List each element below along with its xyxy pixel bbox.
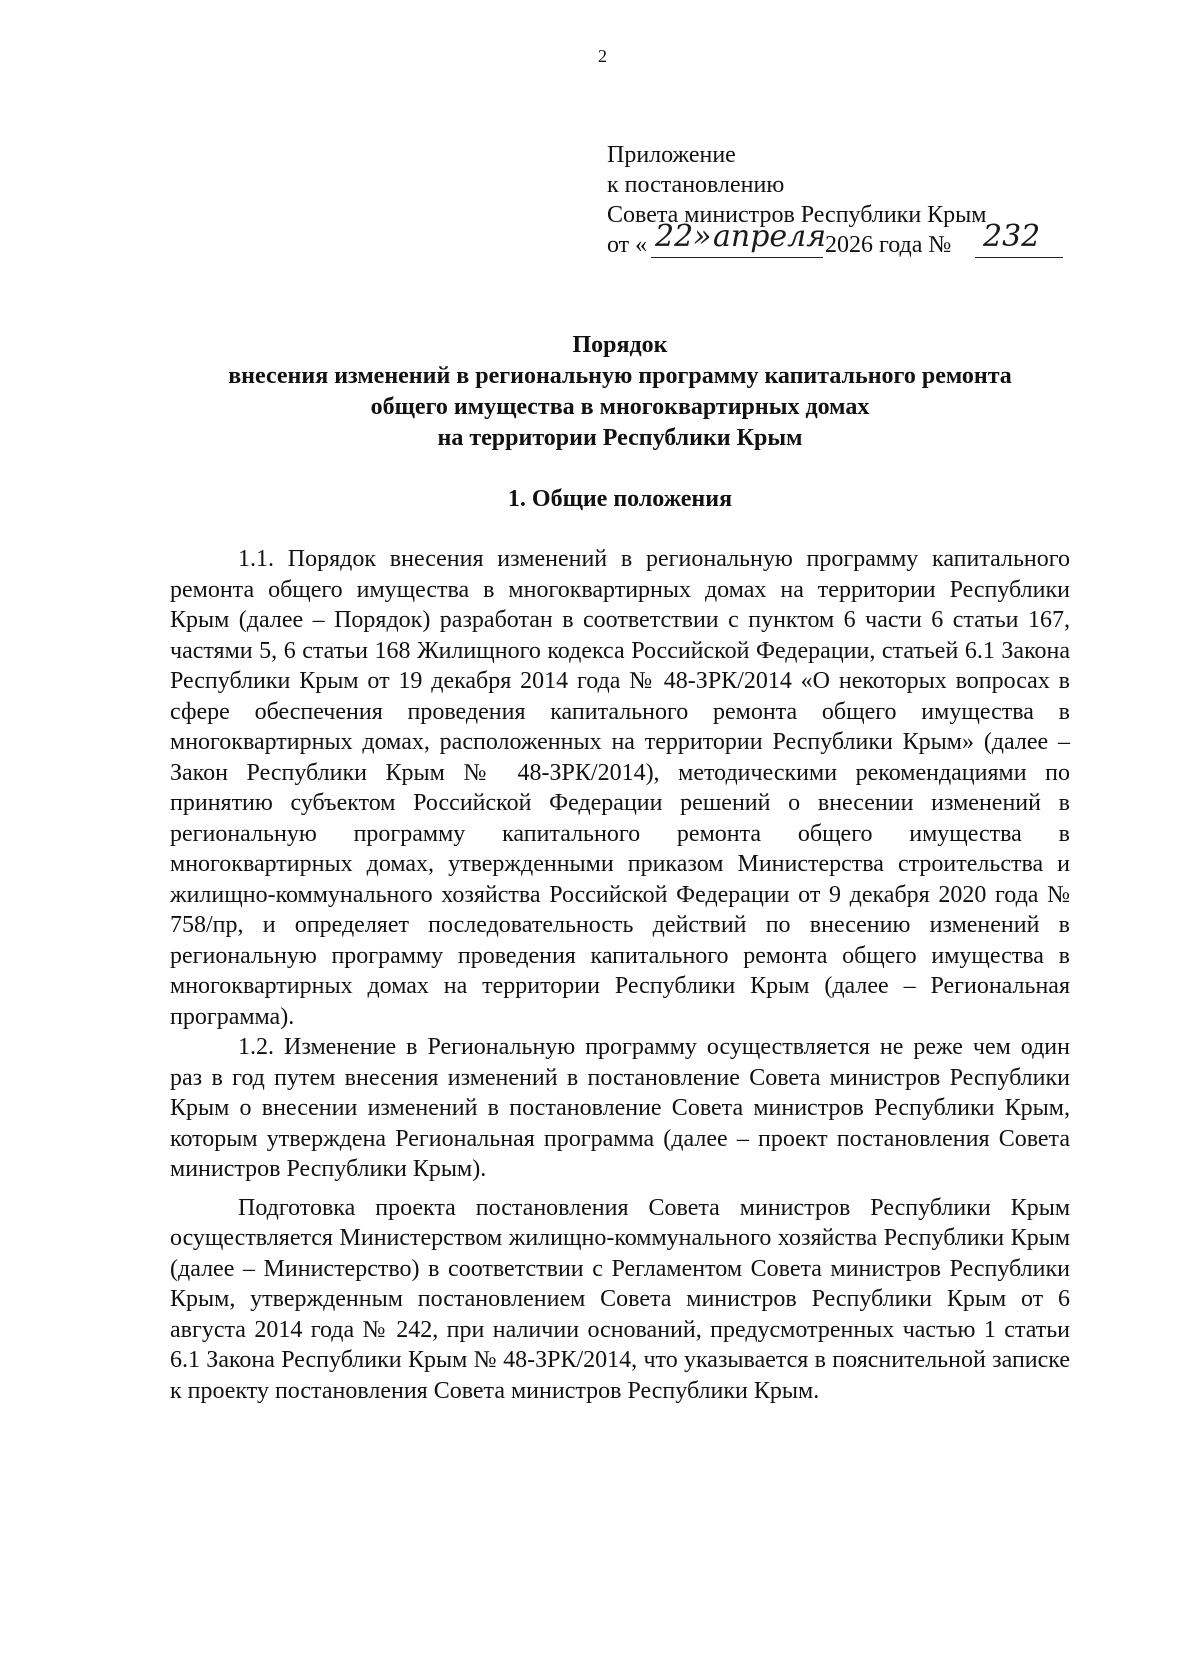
paragraph-preparation: Подготовка проекта постановления Совета министров Республики Крым осуществляется Министерством жилищно-коммунального хозяйства Республики Крым (далее – Министерство) в соответствии с Регламентом Совета министров Республики Крым, утвержденным постановлением Совета министров Республики Крым от 6 августа 2014 года № 242, при наличии оснований, предусмотренных частью 1 статьи 6.1 Закона Республики Крым № 48-ЗРК/2014, что указывается в пояснительной записке к проекту постановления Совета министров Республики Крым. bbox=[170, 1194, 1070, 1404]
appendix-title: Приложение bbox=[607, 142, 736, 168]
paragraph-1-2: 1.2. Изменение в Региональную программу осуществляется не реже чем один раз в год путем внесения изменений в постановление Совета министров Республики Крым о внесении изменений в постановление Совета министров Республики Крым, которым утверждена Региональная программа (далее – проект постановления Совета министров Республики Крым). bbox=[170, 1034, 1070, 1182]
appendix-block bbox=[607, 140, 1077, 262]
handwritten-number: 232 bbox=[983, 219, 1041, 254]
title-line-3: общего имущества в многоквартирных домах bbox=[370, 394, 870, 420]
date-underline bbox=[651, 257, 823, 258]
title-line-2: внесения изменений в региональную программу капитального ремонта bbox=[228, 363, 1012, 389]
appendix-line-council: Совета министров Республики Крым bbox=[607, 202, 987, 228]
number-underline bbox=[975, 257, 1063, 258]
title-line-4: на территории Республики Крым bbox=[437, 425, 803, 451]
paragraph-1-1: 1.1. Порядок внесения изменений в региональную программу капитального ремонта общего имущества в многоквартирных домах на территории Республики Крым (далее – Порядок) разработан в соответствии с пунктом 6 части 6 статьи 167, частями 5, 6 статьи 168 Жилищного кодекса Российской Федерации, статьей 6.1 Закона Республики Крым от 19 декабря 2014 года № 48-ЗРК/2014 «О некоторых вопросах в сфере обеспечения проведения капитального ремонта общего имущества в многоквартирных домах, расположенных на территории Республики Крым» (далее – Закон Республики Крым № 48-ЗРК/2014), методическими рекомендациями по принятию субъектом Российской Федерации решений о внесении изменений в региональную программу капитального ремонта общего имущества в многоквартирных домах, утвержденными приказом Министерства строительства и жилищно-коммунального хозяйства Российской Федерации от 9 декабря 2020 года № 758/пр, и определяет последовательность действий по внесению изменений в региональную программу проведения капитального ремонта общего имущества в многоквартирных домах на территории Республики Крым (далее – Региональная программа). bbox=[170, 546, 1070, 1030]
appendix-line-decree: к постановлению bbox=[607, 172, 785, 198]
handwritten-month: апреля bbox=[713, 219, 827, 254]
body-text bbox=[170, 544, 1070, 1406]
appendix-date-row bbox=[607, 219, 1077, 262]
section-heading: 1. Общие положения bbox=[507, 486, 733, 512]
handwritten-day: 22» bbox=[655, 219, 712, 254]
title-line-1: Порядок bbox=[572, 332, 668, 358]
page-number: 2 bbox=[598, 46, 607, 66]
document-title bbox=[170, 330, 1070, 454]
date-year: 2026 года № bbox=[825, 232, 952, 258]
date-prefix: от « bbox=[607, 232, 648, 258]
